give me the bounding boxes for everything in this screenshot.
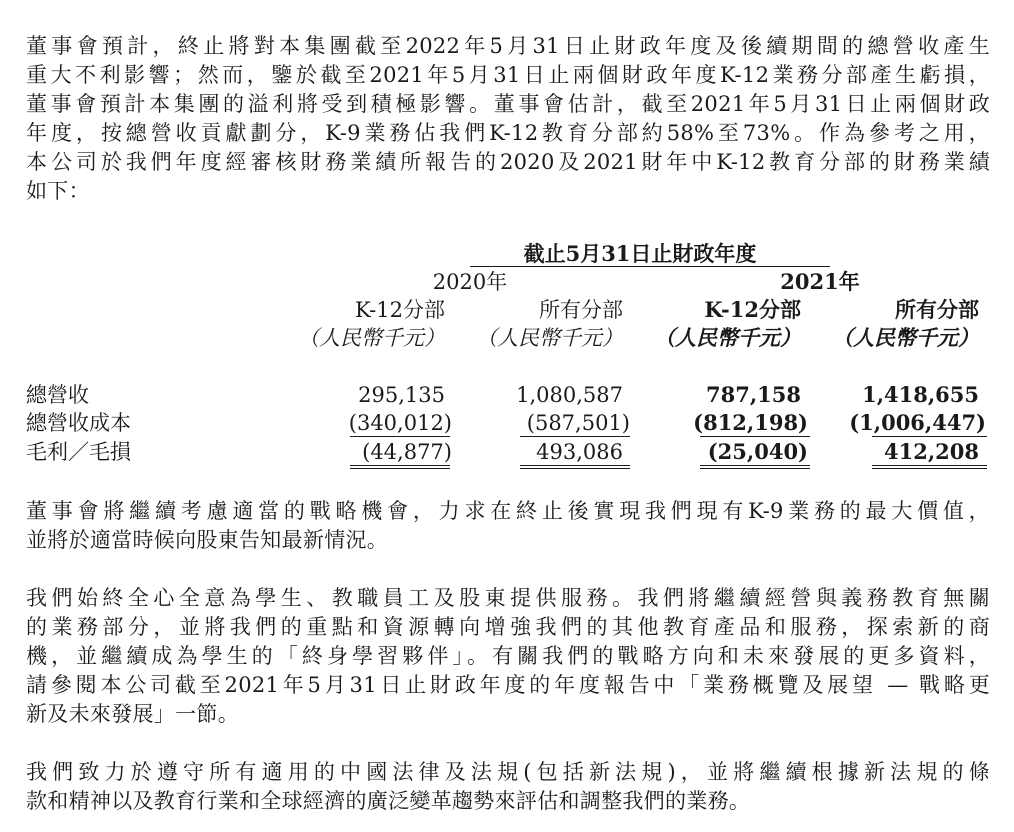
text-line: 機，並繼續成為學生的「終身學習夥伴」。有關我們的戰略方向和未來發展的更多資料， [26,644,990,668]
text-line: 我們致力於遵守所有適用的中國法律及法規(包括新法規)，並將繼續根據新法規的條 [26,760,990,784]
row-label-cost-of-revenue: 總營收成本 [26,411,131,435]
table-cell: 295,135 [358,383,445,407]
total-rule [520,465,630,466]
text-line: 如下： [26,179,90,203]
col-header-2021-all: 所有分部 [895,297,979,322]
subtotal-rule [350,436,450,437]
year-2021-header: 2021年 [780,269,860,294]
col-unit-2021-all: （人民幣千元） [832,325,979,350]
year-2020-header: 2020年 [432,270,508,294]
table-cell: 787,158 [706,382,801,407]
col-unit-2021-k12: （人民幣千元） [654,325,801,350]
col-header-2020-k12: K-12分部 [355,298,445,322]
text-line: 董事會預計本集團的溢利將受到積極影響。董事會估計，截至2021年5月31日止兩個財政 [26,92,990,116]
total-rule [872,465,987,466]
total-rule [350,465,450,466]
text-line: 的業務部分，並將我們的重點和資源轉向增強我們的其他教育產品和服務，探索新的商 [26,615,990,639]
table-cell: (44,877) [362,440,452,464]
table-cell: 412,208 [884,439,979,464]
text-line: 本公司於我們年度經審核財務業績所報告的2020及2021財年中K-12教育分部的財務業績 [26,150,990,174]
table-cell: 1,418,655 [862,382,979,407]
text-line: 並將於適當時候向股東告知最新情況。 [26,528,389,552]
total-rule [872,468,987,469]
table-cell: (587,501) [526,411,630,435]
text-line: 款和精神以及教育行業和全球經濟的廣泛變革趨勢來評估和調整我們的業務。 [26,789,751,813]
service-paragraph [26,584,990,729]
strategy-paragraph [26,497,990,555]
text-line: 年度，按總營收貢獻劃分，K-9業務佔我們K-12教育分部約58%至73%。作為參考之用， [26,121,990,145]
col-header-2021-k12: K-12分部 [704,297,801,322]
compliance-paragraph [26,758,990,816]
text-line: 新及未來發展」一節。 [26,702,239,726]
col-header-2020-all: 所有分部 [539,298,623,322]
text-line: 請參閱本公司截至2021年5月31日止財政年度的年度報告中「業務概覽及展望 — 戰略更 [26,673,990,697]
row-label-revenue: 總營收 [26,383,89,407]
table-cell: (1,006,447) [849,410,986,435]
table-cell: (25,040) [707,439,808,464]
total-rule [350,468,450,469]
col-unit-2020-all: （人民幣千元） [476,326,623,350]
subtotal-rule [700,436,810,437]
total-rule [700,468,810,469]
col-unit-2020-k12: （人民幣千元） [298,326,445,350]
table-cell: 493,086 [536,440,623,464]
row-label-gross-profit: 毛利／毛損 [26,440,131,464]
table-cell: (340,012) [348,411,452,435]
total-rule [700,465,810,466]
period-header: 截止5月31日止財政年度 [523,241,757,266]
period-header-underline [470,266,830,267]
text-line: 董事會將繼續考慮適當的戰略機會，力求在終止後實現我們現有K-9業務的最大價值， [26,499,990,523]
total-rule [520,468,630,469]
table-cell: 1,080,587 [516,383,623,407]
table-cell: (812,198) [693,410,808,435]
text-line: 董事會預計，終止將對本集團截至2022年5月31日止財政年度及後續期間的總營收產生 [26,34,990,58]
subtotal-rule [520,436,630,437]
text-line: 重大不利影響；然而，鑒於截至2021年5月31日止兩個財政年度K-12業務分部產生虧損， [26,63,990,87]
subtotal-rule [872,436,987,437]
text-line: 我們始終全心全意為學生、教職員工及股東提供服務。我們將繼續經營與義務教育無關 [26,586,990,610]
